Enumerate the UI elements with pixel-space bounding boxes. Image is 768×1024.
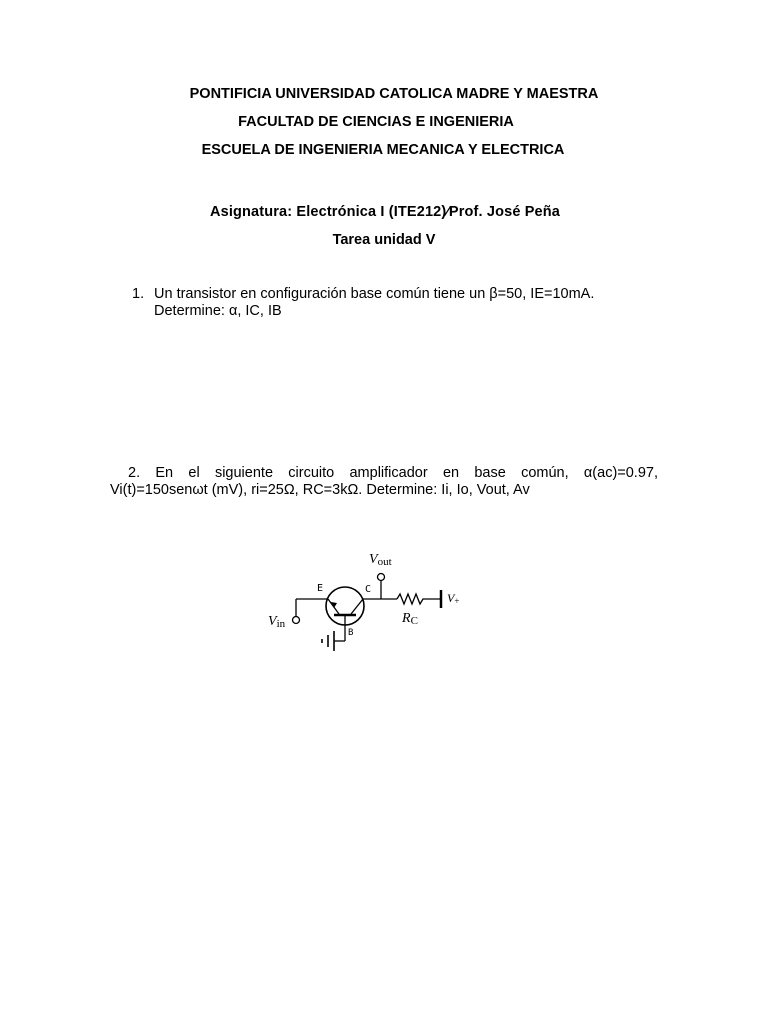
task-title: Tarea unidad V	[332, 232, 436, 248]
svg-text:Vin	[268, 614, 286, 630]
resistor-rc	[397, 594, 440, 604]
rc-label: R	[402, 611, 411, 626]
university-name: PONTIFICIA UNIVERSIDAD CATOLICA MADRE Y MAESTRA	[189, 86, 599, 102]
svg-text:Vout	[369, 552, 392, 568]
question-1-line-2: Determine: α, IC, IB	[154, 303, 282, 319]
base-label: B	[348, 628, 354, 638]
vplus-label: V	[447, 591, 455, 605]
question-2-line-2: Vi(t)=150senωt (mV), ri=25Ω, RC=3kΩ. Determine: Ii, Io, Vout, Av	[110, 482, 530, 498]
rc-subscript: C	[410, 615, 418, 627]
vin-terminal	[293, 617, 300, 624]
vplus-subscript: +	[454, 596, 460, 606]
vout-terminal	[378, 574, 385, 581]
school-name: ESCUELA DE INGENIERIA MECANICA Y ELECTRICA	[201, 142, 565, 158]
emitter-lead	[328, 599, 339, 614]
vout-label: V	[369, 552, 378, 567]
question-1-body	[154, 286, 674, 320]
collector-lead	[351, 599, 363, 614]
svg-text:RC	[401, 611, 418, 627]
vout-subscript: out	[377, 556, 392, 568]
emitter-arrow	[331, 602, 337, 608]
vin-label: V	[268, 614, 277, 629]
subject-line: Asignatura: Electrónica I (ITE212)⁄Prof. José Peña	[210, 204, 560, 220]
question-2	[110, 465, 658, 499]
emitter-label: E	[317, 583, 324, 594]
faculty-name: FACULTAD DE CIENCIAS E INGENIERIA	[238, 114, 514, 130]
question-1-number: 1.	[132, 286, 145, 302]
transistor-body	[326, 587, 364, 625]
question-1-line-1: Un transistor en configuración base común tiene un β=50, IE=10mA.	[154, 286, 595, 302]
svg-text:V+	[447, 591, 459, 606]
collector-label: C	[365, 584, 372, 595]
question-2-line-1: 2. En el siguiente circuito amplificador en base común, α(ac)=0.97,	[128, 465, 658, 481]
vin-subscript: in	[276, 618, 286, 630]
